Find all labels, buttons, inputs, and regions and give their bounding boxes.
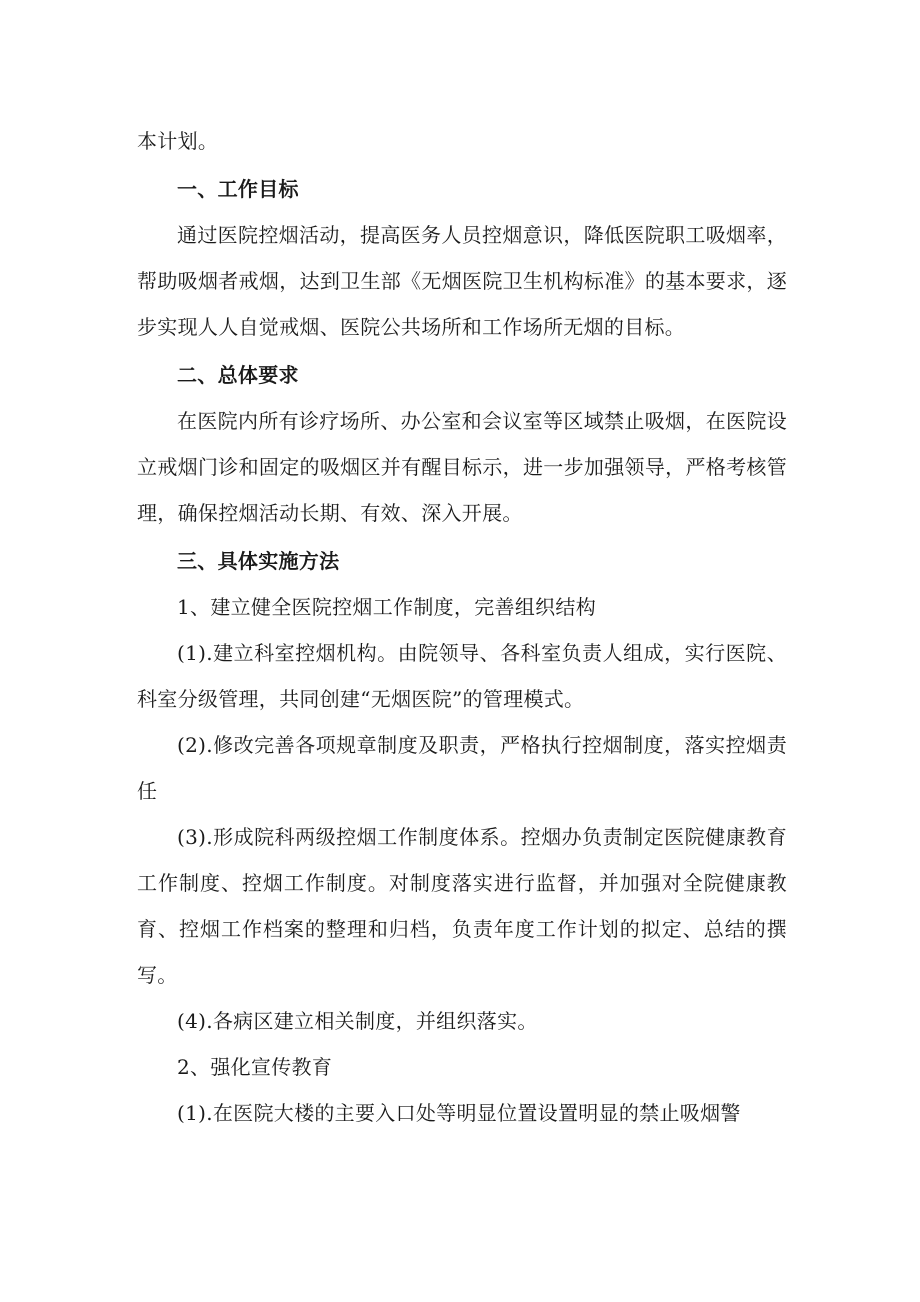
paragraph-work-goals: 通过医院控烟活动，提高医务人员控烟意识，降低医院职工吸烟率，帮助吸烟者戒烟，达到卫生部《无烟医院卫生机构标准》的基本要求，逐步实现人人自觉戒烟、医院公共场所和工作场所无烟的目标。 (137, 223, 787, 339)
paragraph-continuation: 本计划。 (137, 129, 219, 153)
subheading-publicity-education: 2、强化宣传教育 (177, 1055, 333, 1079)
section-heading-overall-requirements: 二、总体要求 (177, 363, 299, 387)
paragraph-overall-requirements: 在医院内所有诊疗场所、办公室和会议室等区域禁止吸烟，在医院设立戒烟门诊和固定的吸烟区并有醒目标示，进一步加强领导，严格考核管理，确保控烟活动长期、有效、深入开展。 (137, 409, 787, 525)
list-item-4: (4).各病区建立相关制度，并组织落实。 (177, 1009, 538, 1033)
list-item-3: (3).形成院科两级控烟工作制度体系。控烟办负责制定医院健康教育工作制度、控烟工作制度。对制度落实进行监督，并加强对全院健康教育、控烟工作档案的整理和归档，负责年度工作计划的拟定、总结的撰写。 (137, 825, 787, 987)
section-heading-work-goals: 一、工作目标 (177, 177, 299, 201)
list-item-5: (1).在医院大楼的主要入口处等明显位置设置明显的禁止吸烟警 (177, 1101, 741, 1125)
subheading-control-system: 1、建立健全医院控烟工作制度，完善组织结构 (177, 595, 597, 619)
document-body (137, 118, 787, 1136)
list-item-2: (2).修改完善各项规章制度及职责，严格执行控烟制度，落实控烟责任 (137, 733, 787, 803)
list-item-1: (1).建立科室控烟机构。由院领导、各科室负责人组成，实行医院、科室分级管理，共同创建“无烟医院”的管理模式。 (137, 641, 787, 711)
section-heading-implementation-methods: 三、具体实施方法 (177, 549, 340, 573)
